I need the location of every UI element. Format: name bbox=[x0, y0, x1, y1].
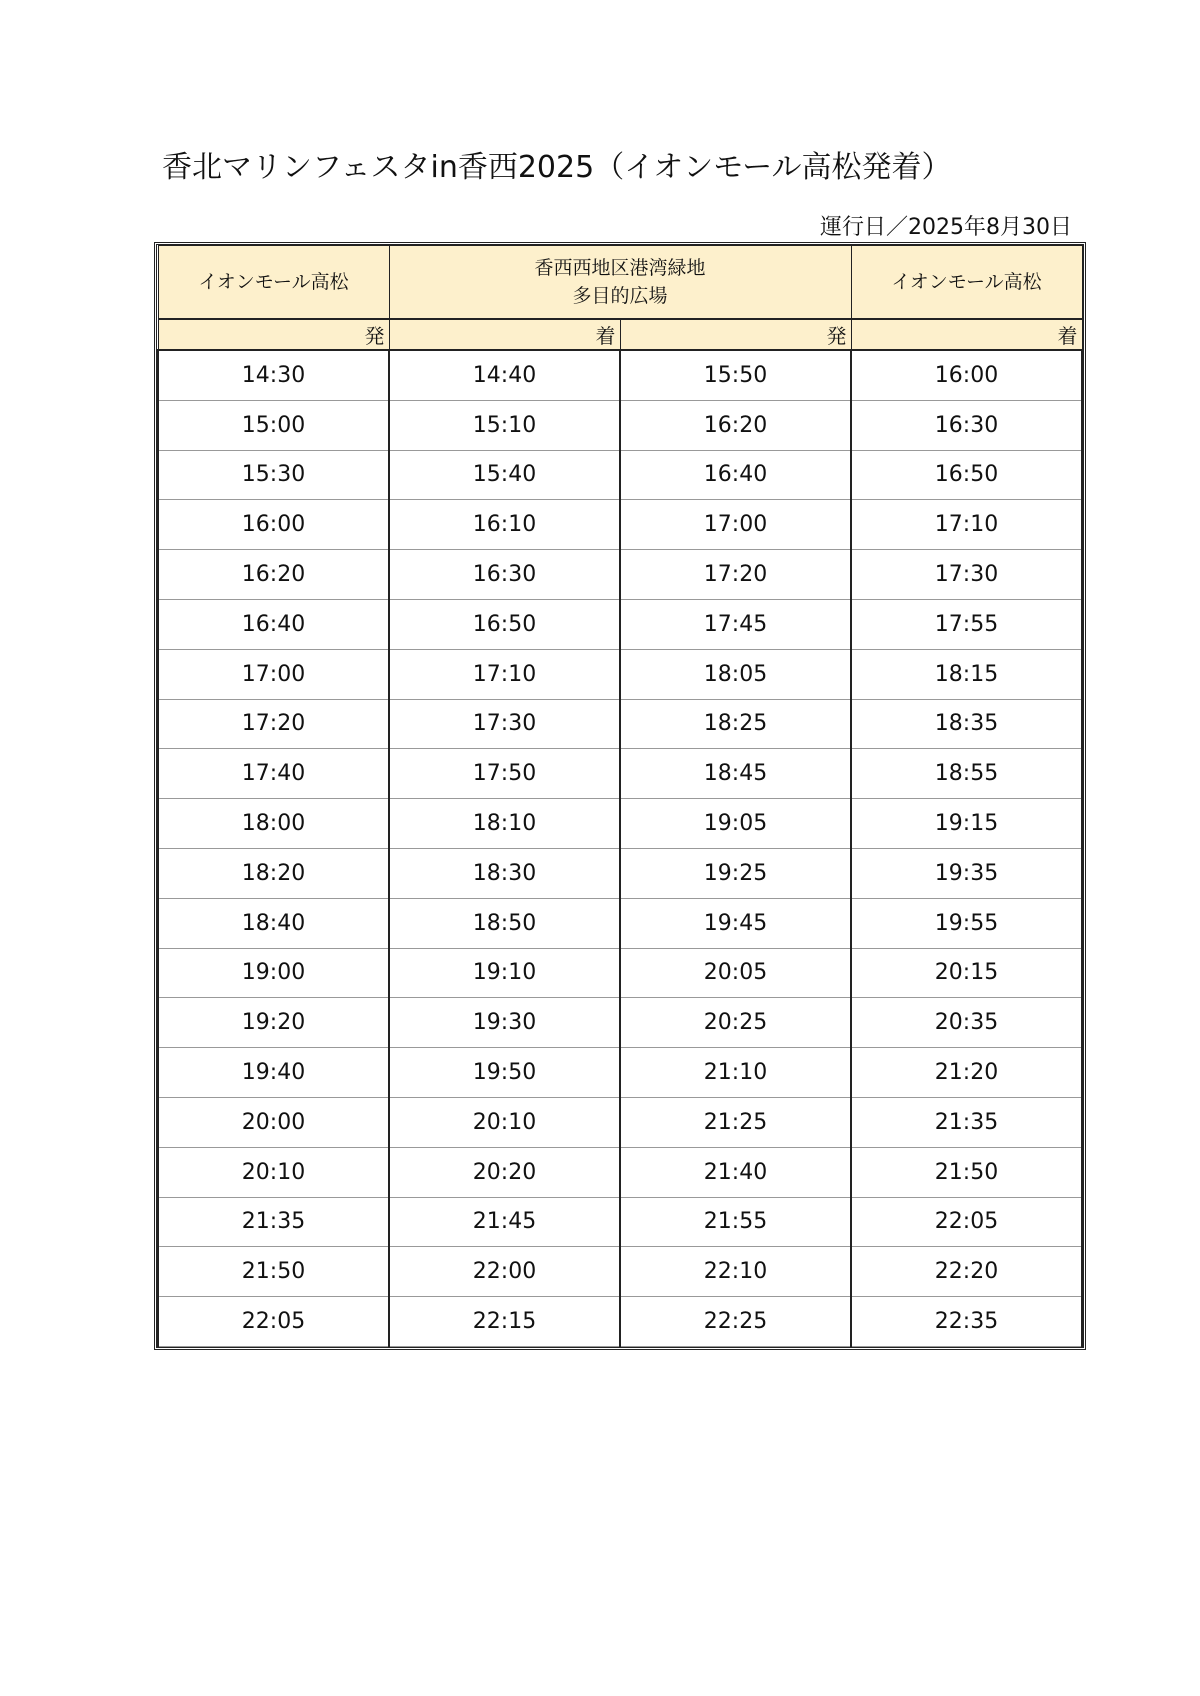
table-row bbox=[158, 550, 1082, 600]
page-title: 香北マリンフェスタin香西2025（イオンモール高松発着） bbox=[162, 150, 952, 185]
time-cell: 22:15 bbox=[389, 1297, 620, 1347]
time-cell: 21:25 bbox=[620, 1097, 851, 1147]
time-cell: 15:10 bbox=[389, 400, 620, 450]
table-row bbox=[158, 1147, 1082, 1197]
table-row bbox=[158, 898, 1082, 948]
time-cell: 20:25 bbox=[620, 998, 851, 1048]
time-cell: 21:35 bbox=[851, 1097, 1082, 1147]
time-cell: 19:20 bbox=[158, 998, 389, 1048]
time-cell: 16:20 bbox=[620, 400, 851, 450]
subheader-row bbox=[158, 319, 1082, 350]
header-venue-line2: 多目的広場 bbox=[572, 285, 668, 307]
time-cell: 16:00 bbox=[158, 500, 389, 550]
time-cell: 17:20 bbox=[620, 550, 851, 600]
time-cell: 22:35 bbox=[851, 1297, 1082, 1347]
time-cell: 20:10 bbox=[389, 1097, 620, 1147]
operation-date: 運行日／2025年8月30日 bbox=[820, 215, 1072, 240]
time-cell: 17:55 bbox=[851, 599, 1082, 649]
time-cell: 16:20 bbox=[158, 550, 389, 600]
table-row bbox=[158, 948, 1082, 998]
table-row bbox=[158, 500, 1082, 550]
subheader-arrive-1: 着 bbox=[389, 319, 620, 350]
time-cell: 17:10 bbox=[389, 649, 620, 699]
time-cell: 19:00 bbox=[158, 948, 389, 998]
header-venue bbox=[389, 246, 851, 320]
time-cell: 19:15 bbox=[851, 799, 1082, 849]
table-row bbox=[158, 649, 1082, 699]
time-cell: 20:00 bbox=[158, 1097, 389, 1147]
time-cell: 19:05 bbox=[620, 799, 851, 849]
time-cell: 16:30 bbox=[851, 400, 1082, 450]
table-row bbox=[158, 1247, 1082, 1297]
time-cell: 18:45 bbox=[620, 749, 851, 799]
table-row bbox=[158, 450, 1082, 500]
time-cell: 18:25 bbox=[620, 699, 851, 749]
time-cell: 20:10 bbox=[158, 1147, 389, 1197]
time-cell: 17:40 bbox=[158, 749, 389, 799]
time-cell: 19:45 bbox=[620, 898, 851, 948]
time-cell: 22:10 bbox=[620, 1247, 851, 1297]
header-aeon-destination: イオンモール高松 bbox=[851, 246, 1082, 320]
time-cell: 20:20 bbox=[389, 1147, 620, 1197]
time-cell: 19:35 bbox=[851, 848, 1082, 898]
table-row bbox=[158, 848, 1082, 898]
time-cell: 17:30 bbox=[851, 550, 1082, 600]
table-row bbox=[158, 1297, 1082, 1347]
time-cell: 17:00 bbox=[158, 649, 389, 699]
time-cell: 16:40 bbox=[620, 450, 851, 500]
table-row bbox=[158, 749, 1082, 799]
table-row bbox=[158, 799, 1082, 849]
table-row bbox=[158, 599, 1082, 649]
time-cell: 21:35 bbox=[158, 1197, 389, 1247]
time-cell: 18:15 bbox=[851, 649, 1082, 699]
time-cell: 15:50 bbox=[620, 350, 851, 400]
header-venue-line1: 香西西地区港湾緑地 bbox=[534, 257, 706, 279]
time-cell: 17:45 bbox=[620, 599, 851, 649]
time-cell: 18:40 bbox=[158, 898, 389, 948]
time-cell: 19:40 bbox=[158, 1048, 389, 1098]
header-aeon-origin: イオンモール高松 bbox=[158, 246, 389, 320]
time-cell: 18:05 bbox=[620, 649, 851, 699]
subheader-depart-2: 発 bbox=[620, 319, 851, 350]
time-cell: 18:10 bbox=[389, 799, 620, 849]
time-cell: 15:30 bbox=[158, 450, 389, 500]
time-cell: 18:00 bbox=[158, 799, 389, 849]
time-cell: 14:30 bbox=[158, 350, 389, 400]
time-cell: 17:30 bbox=[389, 699, 620, 749]
table-row bbox=[158, 400, 1082, 450]
time-cell: 15:00 bbox=[158, 400, 389, 450]
time-cell: 17:10 bbox=[851, 500, 1082, 550]
time-cell: 19:10 bbox=[389, 948, 620, 998]
time-cell: 21:55 bbox=[620, 1197, 851, 1247]
time-cell: 22:00 bbox=[389, 1247, 620, 1297]
time-cell: 21:45 bbox=[389, 1197, 620, 1247]
time-cell: 16:00 bbox=[851, 350, 1082, 400]
time-cell: 21:20 bbox=[851, 1048, 1082, 1098]
timetable-table bbox=[157, 245, 1083, 1347]
time-cell: 18:50 bbox=[389, 898, 620, 948]
time-cell: 17:20 bbox=[158, 699, 389, 749]
time-cell: 22:05 bbox=[851, 1197, 1082, 1247]
time-cell: 21:50 bbox=[158, 1247, 389, 1297]
timetable bbox=[154, 242, 1086, 1350]
time-cell: 18:20 bbox=[158, 848, 389, 898]
time-cell: 20:05 bbox=[620, 948, 851, 998]
time-cell: 19:50 bbox=[389, 1048, 620, 1098]
header-row bbox=[158, 246, 1082, 320]
time-cell: 18:55 bbox=[851, 749, 1082, 799]
subheader-depart-1: 発 bbox=[158, 319, 389, 350]
table-row bbox=[158, 699, 1082, 749]
time-cell: 19:55 bbox=[851, 898, 1082, 948]
time-cell: 17:50 bbox=[389, 749, 620, 799]
time-cell: 21:10 bbox=[620, 1048, 851, 1098]
time-cell: 19:30 bbox=[389, 998, 620, 1048]
time-cell: 21:50 bbox=[851, 1147, 1082, 1197]
time-cell: 17:00 bbox=[620, 500, 851, 550]
time-cell: 18:30 bbox=[389, 848, 620, 898]
table-row bbox=[158, 1097, 1082, 1147]
time-cell: 21:40 bbox=[620, 1147, 851, 1197]
time-cell: 16:40 bbox=[158, 599, 389, 649]
time-cell: 18:35 bbox=[851, 699, 1082, 749]
time-cell: 22:25 bbox=[620, 1297, 851, 1347]
time-cell: 20:15 bbox=[851, 948, 1082, 998]
time-cell: 20:35 bbox=[851, 998, 1082, 1048]
table-row bbox=[158, 1048, 1082, 1098]
time-cell: 22:05 bbox=[158, 1297, 389, 1347]
table-row bbox=[158, 1197, 1082, 1247]
timetable-body bbox=[158, 350, 1082, 1346]
time-cell: 16:50 bbox=[851, 450, 1082, 500]
time-cell: 16:30 bbox=[389, 550, 620, 600]
time-cell: 16:10 bbox=[389, 500, 620, 550]
subheader-arrive-2: 着 bbox=[851, 319, 1082, 350]
table-row bbox=[158, 998, 1082, 1048]
time-cell: 15:40 bbox=[389, 450, 620, 500]
time-cell: 19:25 bbox=[620, 848, 851, 898]
table-row bbox=[158, 350, 1082, 400]
time-cell: 14:40 bbox=[389, 350, 620, 400]
time-cell: 16:50 bbox=[389, 599, 620, 649]
time-cell: 22:20 bbox=[851, 1247, 1082, 1297]
